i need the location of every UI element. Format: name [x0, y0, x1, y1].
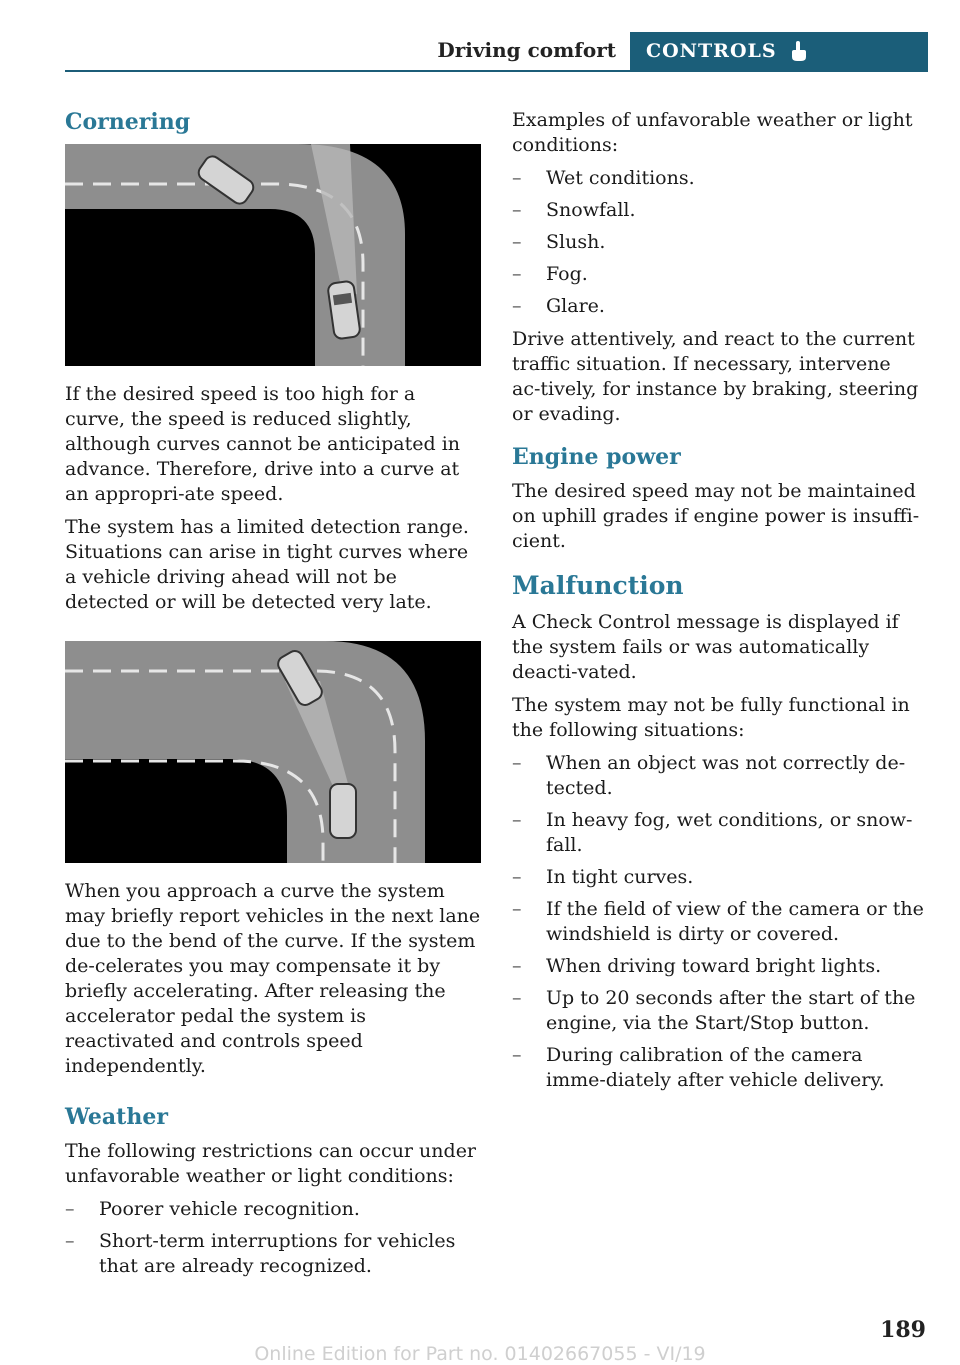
cornering-heading: Cornering	[65, 109, 191, 135]
cornering-illustration-1	[65, 144, 481, 366]
malfunction-list	[512, 751, 924, 1093]
weather-heading: Weather	[65, 1104, 168, 1130]
list-item: – If the field of view of the camera or the windshield is dirty or covered.	[512, 897, 924, 947]
engine-power-paragraph: The desired speed may not be maintained on uphill grades if engine power is insuffi-cient.	[512, 480, 920, 552]
page-number: 189	[880, 1317, 926, 1343]
list-item: – In tight curves.	[512, 865, 924, 890]
list-item: – During calibration of the camera imme-diately after vehicle delivery.	[512, 1043, 924, 1093]
list-item: – Glare.	[512, 294, 924, 319]
chapter-tab	[630, 32, 928, 70]
engine-power-heading: Engine power	[512, 444, 681, 470]
examples-paragraph-2: Drive attentively, and react to the current traffic situation. If necessary, intervene ac-tively, for instance by braking, steering or evading.	[512, 328, 919, 425]
chapter-label: CONTROLS	[646, 40, 777, 62]
cornering-paragraph-3: When you approach a curve the system may briefly report vehicles in the next lane due to the bend of the curve. If the system de-celerates you may compensate it by briefly accelerating. After releasing the accelerator pedal the system is reactivated and controls speed independently.	[65, 880, 481, 1077]
list-item: – Up to 20 seconds after the start of the engine, via the Start/Stop button.	[512, 986, 924, 1036]
list-item: – Wet conditions.	[512, 166, 924, 191]
cornering-illustration-2	[65, 641, 481, 863]
section-title: Driving comfort	[437, 38, 616, 62]
list-item: – When driving toward bright lights.	[512, 954, 924, 979]
list-item: – Slush.	[512, 230, 924, 255]
malfunction-heading: Malfunction	[512, 571, 684, 600]
malfunction-paragraph-1: A Check Control message is displayed if the system fails or was automatically deacti-vated.	[512, 611, 899, 683]
weather-list	[65, 1197, 481, 1279]
left-column	[65, 108, 481, 1287]
hand-icon	[789, 39, 809, 63]
list-item: – In heavy fog, wet conditions, or snow-fall.	[512, 808, 924, 858]
right-column	[512, 108, 924, 1101]
examples-intro: Examples of unfavorable weather or light conditions:	[512, 109, 913, 156]
list-item: – Snowfall.	[512, 198, 924, 223]
cornering-paragraph-2: The system has a limited detection range. Situations can arise in tight curves where a vehicle driving ahead will not be detected or will be detected very late.	[65, 516, 469, 613]
edition-footer: Online Edition for Part no. 01402667055 - VI/19	[254, 1343, 706, 1365]
list-item: – Poorer vehicle recognition.	[65, 1197, 481, 1222]
examples-list	[512, 166, 924, 319]
weather-paragraph-1: The following restrictions can occur under unfavorable weather or light conditions:	[65, 1140, 477, 1187]
header-rule	[65, 70, 928, 72]
page-header	[65, 32, 928, 72]
cornering-paragraph-1: If the desired speed is too high for a curve, the speed is reduced slightly, although curves cannot be anticipated in advance. Therefore, drive into a curve at an appropri-ate speed.	[65, 383, 461, 505]
list-item: – When an object was not correctly de-tected.	[512, 751, 924, 801]
list-item: – Short-term interruptions for vehicles that are already recognized.	[65, 1229, 481, 1279]
malfunction-paragraph-2: The system may not be fully functional in the following situations:	[512, 694, 910, 741]
list-item: – Fog.	[512, 262, 924, 287]
